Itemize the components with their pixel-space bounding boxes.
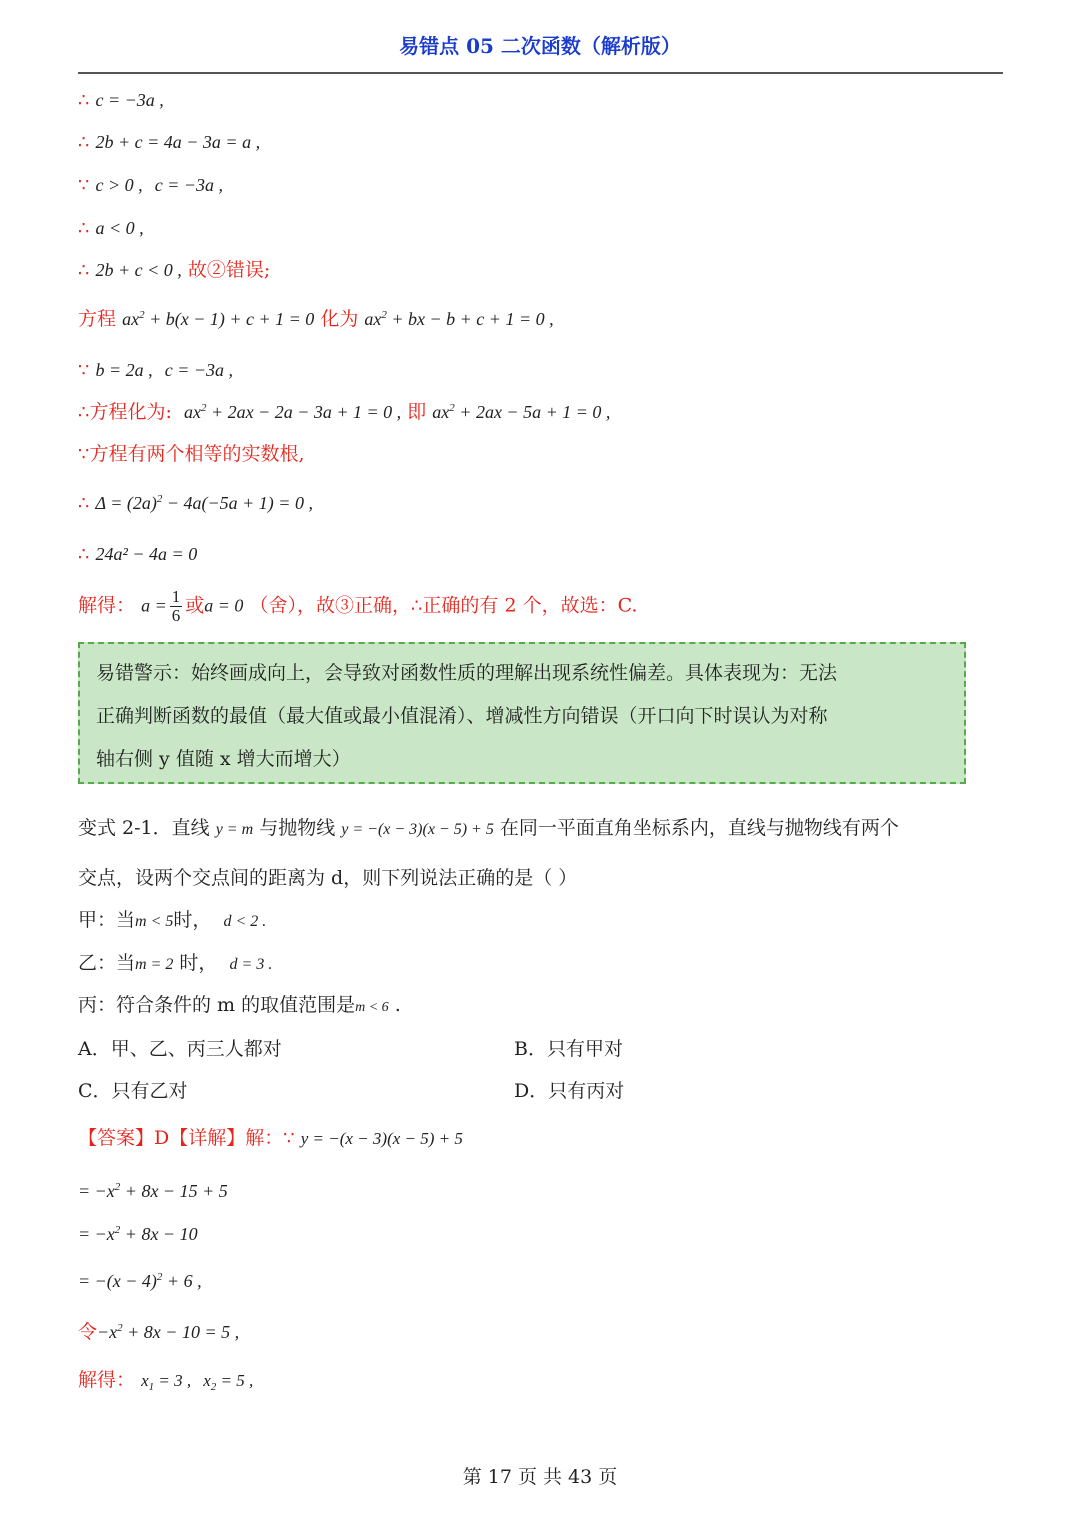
step-label: 令 [78, 1321, 98, 1343]
equation: $ax^2 + 2ax - 2a - 3a + 1 = 0$ , [183, 402, 402, 422]
because-symbol: ∵ [78, 360, 90, 381]
solution-line-4 [78, 214, 144, 243]
equation: = $-x^2 + 8x - 15 + 5$ [78, 1181, 228, 1201]
math-expression: c = −3a , [95, 90, 164, 110]
solution-line-11 [78, 540, 197, 569]
derivation-line-4 [78, 1318, 239, 1346]
therefore-symbol: ∴ [78, 132, 90, 153]
math-expression: c > 0 , [95, 175, 143, 195]
problem-text: 与抛物线 [259, 817, 336, 839]
math-expression: c = −3a , [164, 360, 234, 380]
warning-line-2: 正确判断函数的最值（最大值或最小值混淆）、增减性方向错误（开口向下时误认为对称 [96, 705, 828, 727]
choice-c: C．只有乙对 [78, 1080, 188, 1102]
warning-line-1: 易错警示：始终画成向上，会导致对函数性质的理解出现系统性偏差。具体表现为：无法 [96, 662, 838, 684]
derivation-line-1 [78, 1177, 228, 1205]
choice-b: B．只有甲对 [514, 1038, 623, 1060]
math-expression: c = −3a , [154, 175, 224, 195]
because-symbol: ∵ [78, 444, 90, 465]
step-label: 方程有两个相等的实数根, [89, 443, 305, 465]
step-label: 或 [185, 594, 205, 617]
solution-line-8 [78, 398, 610, 427]
fraction: $\frac{1}{6}$ [171, 587, 181, 625]
answer-tag: 【答案】 [78, 1127, 155, 1149]
equation: = $-x^2 + 8x - 10$ [78, 1224, 198, 1244]
page-header-title: 易错点 05 二次函数（解析版） [399, 34, 681, 58]
solution-line-3 [78, 171, 223, 200]
answer-line [78, 1124, 463, 1153]
solution-line-7 [78, 356, 233, 385]
derivation-line-5 [78, 1366, 253, 1395]
page-footer: 第 17 页 共 43 页 [462, 1466, 618, 1488]
statement-yi: 乙：当m = 2 时， d = 3 . [78, 952, 273, 974]
statement-bing: 丙：符合条件的 m 的取值范围是m < 6 . [78, 994, 401, 1016]
problem-text: 在同一平面直角坐标系内，直线与抛物线有两个 [499, 817, 899, 839]
step-label: 解得： [78, 594, 136, 617]
equation: $-x^2 + 8x - 10 = 5$ , [97, 1322, 240, 1342]
therefore-symbol: ∴ [78, 402, 90, 423]
conclusion-text: 故②错误; [187, 259, 271, 281]
header-divider [78, 72, 1003, 74]
step-label: 化为 [320, 308, 359, 330]
equation: $\Delta = (2a)^2 - 4a(-5a + 1) = 0$ , [95, 493, 313, 513]
therefore-symbol: ∴ [78, 493, 90, 514]
math-expression: a < 0 , [95, 218, 144, 238]
statement-jia: 甲：当m < 5时， d < 2 . [78, 909, 267, 931]
solution-line-9 [78, 440, 305, 469]
equation: $ax^2$ + bx − b + c + 1 = 0 , [364, 309, 554, 329]
step-label: 解得： [78, 1369, 136, 1391]
therefore-symbol: ∴ [78, 544, 90, 565]
warning-box [78, 642, 966, 784]
problem-text: 变式 2-1．直线 [78, 817, 210, 839]
conclusion-text: 正确的有 2 个，故选：C. [422, 594, 638, 617]
therefore-symbol: ∴ [78, 218, 90, 239]
math-expression: 2b + c = 4a − 3a = a , [95, 132, 261, 152]
derivation-line-3 [78, 1267, 202, 1295]
equation: a = 0 [204, 595, 244, 616]
solution-line-2 [78, 128, 260, 157]
equation: $ax^2 + b(x - 1) + c + 1 = 0$ [122, 309, 315, 329]
therefore-symbol: ∴ [78, 90, 90, 111]
because-symbol: ∵ [283, 1128, 295, 1149]
because-symbol: ∵ [78, 175, 90, 196]
equation: = $-(x - 4)^2 + 6$ , [78, 1271, 202, 1291]
step-label: 方程化为: [89, 401, 172, 423]
equation: $x_2 = 5$ , [203, 1371, 254, 1393]
solution-line-6 [78, 305, 554, 333]
therefore-symbol: ∴ [410, 595, 423, 617]
math-expression: y = m [215, 821, 254, 838]
therefore-symbol: ∴ [78, 260, 90, 281]
solution-line-12 [78, 588, 637, 625]
choice-a: A．甲、乙、丙三人都对 [78, 1038, 282, 1060]
answer-letter: D [154, 1127, 170, 1149]
choice-d: D．只有丙对 [514, 1080, 625, 1102]
solution-line-10 [78, 489, 313, 518]
problem-statement-line-1 [78, 814, 899, 844]
equation: 24a² − 4a = 0 [95, 544, 198, 564]
math-expression: y = −(x − 3)(x − 5) + 5 [341, 821, 494, 838]
math-expression: 2b + c < 0 , [95, 260, 182, 280]
detail-tag: 【详解】解： [169, 1127, 284, 1149]
derivation-line-2 [78, 1220, 198, 1248]
math-expression: b = 2a , [95, 360, 153, 380]
step-label: 即 [407, 401, 427, 423]
solution-line-1 [78, 86, 164, 115]
step-label: （舍），故③正确， [249, 594, 411, 617]
equation: $ax^2 + 2ax - 5a + 1 = 0$ , [432, 402, 611, 422]
problem-statement-line-2: 交点，设两个交点间的距离为 d，则下列说法正确的是（ ） [78, 867, 578, 889]
equation: a = [141, 595, 167, 616]
step-label: 方程 [78, 308, 117, 330]
warning-line-3: 轴右侧 y 值随 x 增大而增大） [96, 748, 351, 770]
equation: y = −(x − 3)(x − 5) + 5 [300, 1129, 463, 1148]
solution-line-5 [78, 256, 270, 285]
equation: $x_1 = 3$ , [141, 1371, 192, 1393]
